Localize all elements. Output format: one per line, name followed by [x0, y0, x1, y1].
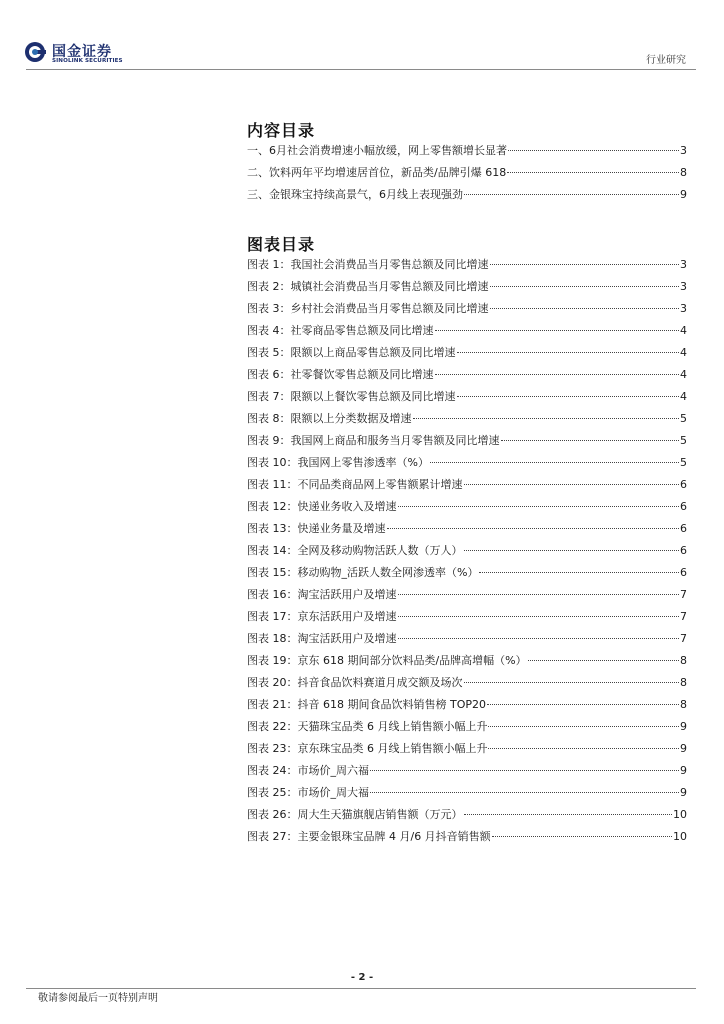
toc-entry-label: 图表 9：我国网上商品和服务当月零售额及同比增速 [247, 434, 500, 447]
toc-entry-label: 图表 24：市场价_周六福 [247, 764, 369, 777]
toc-entry[interactable] [247, 718, 687, 740]
dot-leader [464, 550, 680, 551]
toc-entry-page: 6 [680, 478, 687, 491]
dot-leader [488, 726, 679, 727]
toc-entry[interactable] [247, 784, 687, 806]
dot-leader [370, 770, 679, 771]
toc-entry-label: 图表 26：周大生天猫旗舰店销售额（万元） [247, 808, 463, 821]
toc-entry-page: 3 [680, 302, 687, 315]
toc-entry-page: 4 [680, 368, 687, 381]
dot-leader [430, 462, 679, 463]
toc-entry[interactable] [247, 410, 687, 432]
dot-leader [457, 352, 680, 353]
toc-entry-page: 6 [680, 566, 687, 579]
toc-entry[interactable] [247, 366, 687, 388]
dot-leader [387, 528, 680, 529]
toc-entry-label: 图表 11：不同品类商品网上零售额累计增速 [247, 478, 463, 491]
dot-leader [398, 638, 680, 639]
toc-entry-label: 图表 15：移动购物_活跃人数全网渗透率（%） [247, 566, 479, 579]
toc-entry-label: 图表 8：限额以上分类数据及增速 [247, 412, 412, 425]
toc-entry-label: 图表 3：乡村社会消费品当月零售总额及同比增速 [247, 302, 489, 315]
toc-entry-label: 图表 22：天猫珠宝品类 6 月线上销售额小幅上升 [247, 720, 488, 733]
toc-entry-page: 6 [680, 544, 687, 557]
toc-entry[interactable] [247, 278, 687, 300]
dot-leader [464, 194, 679, 195]
toc-entry-label: 图表 2：城镇社会消费品当月零售总额及同比增速 [247, 280, 489, 293]
toc-entry-page: 8 [680, 676, 687, 689]
toc-entry-page: 10 [673, 808, 687, 821]
dot-leader [398, 616, 680, 617]
toc-entry[interactable] [247, 256, 687, 278]
toc-entry-page: 8 [680, 698, 687, 711]
dot-leader [435, 330, 680, 331]
toc-entry[interactable] [247, 828, 687, 850]
toc-entry-label: 图表 21：抖音 618 期间食品饮料销售榜 TOP20 [247, 698, 486, 711]
toc-entry-page: 6 [680, 522, 687, 535]
dot-leader [398, 506, 680, 507]
toc-entry-page: 4 [680, 390, 687, 403]
toc-entry[interactable] [247, 164, 687, 186]
toc-entry-label: 图表 14：全网及移动购物活跃人数（万人） [247, 544, 463, 557]
toc-entry-page: 7 [680, 632, 687, 645]
toc-entry[interactable] [247, 586, 687, 608]
logo-mark-icon [24, 41, 46, 63]
toc-entry-label: 图表 27：主要金银珠宝品牌 4 月/6 月抖音销售额 [247, 830, 491, 843]
dot-leader [464, 484, 680, 485]
toc-entry[interactable] [247, 696, 687, 718]
toc-entry[interactable] [247, 454, 687, 476]
toc-entry-page: 9 [680, 720, 687, 733]
toc-entry-page: 9 [680, 764, 687, 777]
dot-leader [413, 418, 680, 419]
toc-entry[interactable] [247, 630, 687, 652]
dot-leader [370, 792, 679, 793]
toc-entry-page: 9 [680, 786, 687, 799]
content-toc-list [247, 142, 687, 208]
dot-leader [490, 286, 680, 287]
logo-chinese-name: 国金证券 [52, 44, 112, 60]
dot-leader [464, 682, 680, 683]
dot-leader [435, 374, 680, 375]
toc-entry-page: 6 [680, 500, 687, 513]
toc-entry-page: 8 [680, 654, 687, 667]
toc-entry[interactable] [247, 498, 687, 520]
dot-leader [492, 836, 672, 837]
toc-entry[interactable] [247, 564, 687, 586]
toc-entry[interactable] [247, 740, 687, 762]
toc-entry-page: 8 [680, 166, 687, 179]
logo-english-name: SINOLINK SECURITIES [52, 58, 123, 64]
toc-entry[interactable] [247, 300, 687, 322]
toc-entry-label: 三、金银珠宝持续高景气，6月线上表现强劲 [247, 188, 463, 201]
toc-entry[interactable] [247, 388, 687, 410]
toc-entry[interactable] [247, 542, 687, 564]
toc-entry[interactable] [247, 322, 687, 344]
toc-entry-label: 图表 6：社零餐饮零售总额及同比增速 [247, 368, 434, 381]
toc-entry-page: 5 [680, 434, 687, 447]
figure-toc-title: 图表目录 [247, 235, 316, 254]
toc-entry[interactable] [247, 142, 687, 164]
dot-leader [528, 660, 679, 661]
toc-entry-label: 二、饮料两年平均增速居首位，新品类/品牌引爆 618 [247, 166, 507, 179]
content-toc-title: 内容目录 [247, 121, 316, 140]
toc-entry-page: 7 [680, 588, 687, 601]
dot-leader [398, 594, 680, 595]
toc-entry-page: 4 [680, 324, 687, 337]
dot-leader [464, 814, 673, 815]
toc-entry-label: 图表 13：快递业务量及增速 [247, 522, 386, 535]
dot-leader [457, 396, 680, 397]
toc-entry[interactable] [247, 762, 687, 784]
toc-entry[interactable] [247, 344, 687, 366]
toc-entry-label: 图表 7：限额以上餐饮零售总额及同比增速 [247, 390, 456, 403]
toc-entry-label: 图表 16：淘宝活跃用户及增速 [247, 588, 397, 601]
toc-entry-page: 7 [680, 610, 687, 623]
dot-leader [487, 704, 679, 705]
toc-entry-page: 5 [680, 412, 687, 425]
dot-leader [501, 440, 680, 441]
toc-entry[interactable] [247, 432, 687, 454]
report-type: 行业研究 [646, 55, 686, 66]
toc-entry-page: 4 [680, 346, 687, 359]
toc-entry-label: 图表 19：京东 618 期间部分饮料品类/品牌高增幅（%） [247, 654, 527, 667]
page-header [0, 0, 724, 80]
toc-entry-label: 图表 23：京东珠宝品类 6 月线上销售额小幅上升 [247, 742, 488, 755]
toc-entry[interactable] [247, 186, 687, 208]
toc-entry-page: 9 [680, 188, 687, 201]
dot-leader [507, 172, 679, 173]
toc-entry[interactable] [247, 652, 687, 674]
toc-entry-page: 9 [680, 742, 687, 755]
header-divider [26, 69, 696, 70]
toc-entry-page: 5 [680, 456, 687, 469]
figure-toc-list [247, 256, 687, 850]
dot-leader [488, 748, 679, 749]
toc-entry-page: 3 [680, 258, 687, 271]
toc-entry-label: 图表 12：快递业务收入及增速 [247, 500, 397, 513]
dot-leader [490, 308, 680, 309]
toc-entry-label: 图表 25：市场价_周大福 [247, 786, 369, 799]
toc-entry[interactable] [247, 806, 687, 828]
toc-entry[interactable] [247, 674, 687, 696]
toc-entry-label: 一、6月社会消费增速小幅放缓，网上零售额增长显著 [247, 144, 507, 157]
toc-entry-label: 图表 1：我国社会消费品当月零售总额及同比增速 [247, 258, 489, 271]
toc-entry-label: 图表 4：社零商品零售总额及同比增速 [247, 324, 434, 337]
toc-entry-label: 图表 17：京东活跃用户及增速 [247, 610, 397, 623]
dot-leader [508, 150, 679, 151]
toc-entry-page: 10 [673, 830, 687, 843]
company-logo [24, 40, 144, 70]
toc-entry-label: 图表 20：抖音食品饮料赛道月成交额及场次 [247, 676, 463, 689]
toc-entry-label: 图表 10：我国网上零售渗透率（%） [247, 456, 429, 469]
toc-entry-label: 图表 5：限额以上商品零售总额及同比增速 [247, 346, 456, 359]
dot-leader [490, 264, 680, 265]
page-number: - 2 - [350, 972, 374, 983]
toc-entry[interactable] [247, 520, 687, 542]
toc-entry-page: 3 [680, 280, 687, 293]
disclaimer-note: 敬请参阅最后一页特别声明 [38, 993, 158, 1004]
toc-entry-page: 3 [680, 144, 687, 157]
toc-entry-label: 图表 18：淘宝活跃用户及增速 [247, 632, 397, 645]
dot-leader [479, 572, 679, 573]
toc-entry[interactable] [247, 608, 687, 630]
toc-entry[interactable] [247, 476, 687, 498]
